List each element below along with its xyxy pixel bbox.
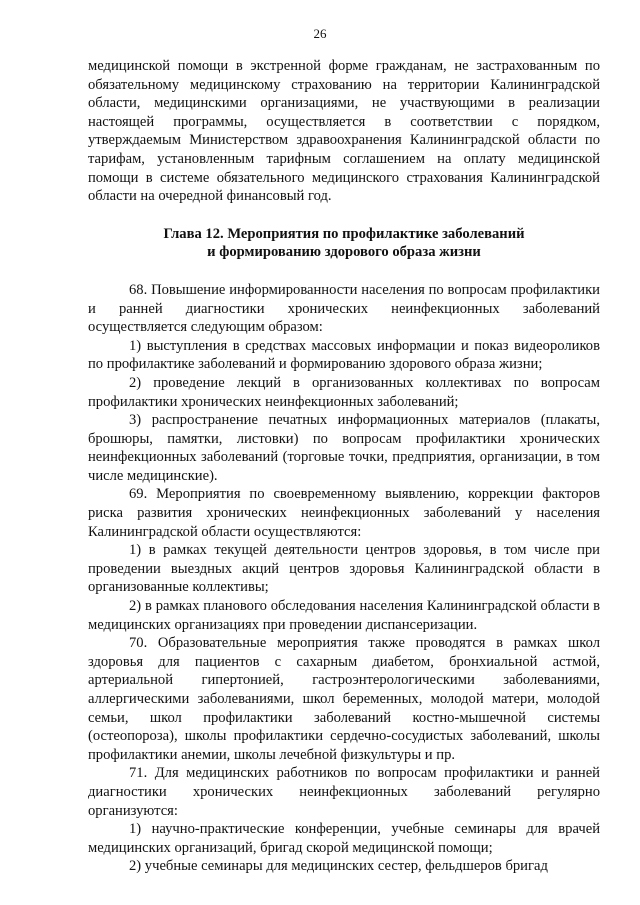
page-number: 26 [313, 26, 327, 41]
chapter-title-line-2: и формированию здорового образа жизни [207, 244, 481, 261]
chapter-heading [88, 225, 600, 262]
chapter-title-line-1: Глава 12. Мероприятия по профилактике заболеваний [163, 225, 525, 242]
list-item-68-2: 2) проведение лекций в организованных коллективах по вопросам профилактики хронических неинфекционных заболеваний; [88, 374, 600, 410]
list-item-71-1: 1) научно-практические конференции, учебные семинары для врачей медицинских организаций, бригад скорой медицинской помощи; [88, 821, 600, 856]
paragraph-68: 68. Повышение информированности населения по вопросам профилактики и ранней диагностики хронических неинфекционных заболеваний осуществляется следующим образом: [88, 281, 600, 336]
intro-paragraph: медицинской помощи в экстренной форме гражданам, не застрахованным по обязательному медицинскому страхованию на территории Калининградской области, медицинскими организациями, не участвующими в реализации настоящей программы, осуществляется в соответствии с порядком, утверждаемым Министерством здравоохранения Калининградской области по тарифам, установленным тарифным соглашением на оплату медицинской помощи в системе обязательного медицинского страхования Калининградской области на очередной финансовый год. [88, 58, 600, 205]
paragraph-70: 70. Образовательные мероприятия также проводятся в рамках школ здоровья для пациентов с сахарным диабетом, бронхиальной астмой, артериальной гипертонией, гастроэнтерологическими заболеваниями, аллергическими заболеваниями, школ беременных, молодой матери, молодой семьи, школ профилактики заболеваний костно-мышечной системы (остеопороза), школы профилактики сердечно-сосудистых заболеваний, школы профилактики анемии, школы лечебной физкультуры и пр. [88, 635, 600, 763]
list-item-69-2: 2) в рамках планового обследования населения Калининградской области в медицинских организациях при проведении диспансеризации. [88, 598, 600, 633]
list-item-69-1: 1) в рамках текущей деятельности центров здоровья, в том числе при проведении выездных акций центров здоровья Калининградской области в организованные коллективы; [88, 542, 600, 596]
list-item-71-2: 2) учебные семинары для медицинских сестер, фельдшеров бригад [129, 858, 548, 875]
paragraph-71: 71. Для медицинских работников по вопросам профилактики и ранней диагностики хронических неинфекционных заболеваний регулярно организуются: [88, 765, 600, 819]
list-item-68-1: 1) выступления в средствах массовых информации и показ видеороликов по профилактике заболеваний и формированию здорового образа жизни; [88, 337, 600, 373]
list-item-68-3: 3) распространение печатных информационных материалов (плакаты, брошюры, памятки, листовки) по вопросам профилактики хронических неинфекционных заболеваний (торговые точки, предприятия, организации, в том числе медицинские). [88, 412, 600, 484]
document-body [88, 57, 600, 876]
paragraph-69: 69. Мероприятия по своевременному выявлению, коррекции факторов риска развития хронических неинфекционных заболеваний у населения Калининградской области осуществляются: [88, 486, 600, 540]
